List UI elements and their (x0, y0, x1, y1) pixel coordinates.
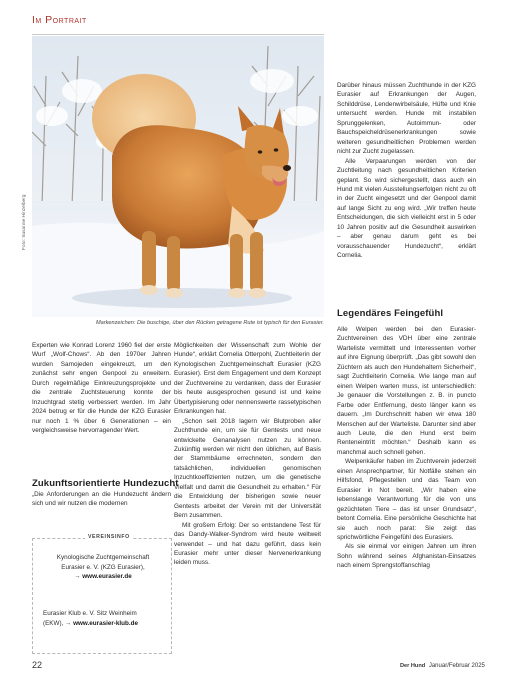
paragraph: „Die Anforderungen an die Hundezucht ändern sich und wir nutzen die modernen (32, 491, 171, 508)
club-name-line: (EKW), (43, 619, 64, 627)
club-ekw-link[interactable]: www.eurasier-klub.de (73, 619, 138, 627)
magazine-brand: Der Hund (400, 663, 426, 669)
dog-in-snow-illustration (32, 36, 324, 317)
photo-credit: Foto: Susanne Hinzelberg (22, 194, 27, 250)
subheading-zukunft: Zukunftsorientierte Hundezucht (32, 478, 179, 489)
paragraph: Welpenkäufer haben im Zuchtverein jederzeit einen Ansprechpartner, für Notfälle stehen ein Hilfsfond, Pflegestellen und das Team von Eurasier in Not bereit. „Wir haben eine lebenslange Verantwortung für die von uns gezüchteten Tiere – das ist unser Grundsatz“, betont Cornelia. Eine persönliche Geschichte hat sie auch noch parat: Sie zeigt das sprichwörtliche Feingefühl des Eurasiers. (337, 458, 476, 541)
photo-caption: Markenzeichen: Die buschige, über den Rücken getragene Rute ist typisch für den Eurasier. (95, 320, 324, 326)
club-ekw-info (43, 609, 163, 628)
paragraph: „Schon seit 2018 lagern wir Blutproben aller Zuchthunde ein, um sie für Gentests und neue entwickelte Genanalysen nutzen zu können. Zukünftig werden wir nicht den üblichen, auf Basis der Stammbäume errechneten, sondern den tatsächlichen, individuellen genomischen Inzuchtkoeffizienten nutzen, um die genetische Vielfalt und damit die Gesundheit zu erhalten.“ Für die Entwicklung der bisherigen sowie neuer Gentests arbeitet der Verein mit der Universität Bern zusammen. (174, 417, 321, 520)
club-kzg-info (43, 553, 163, 582)
section-divider (32, 34, 324, 35)
club-name-line: Eurasier e. V. (KZG Eurasier), (61, 563, 145, 571)
info-box-label: VEREINSINFO (85, 534, 133, 540)
issue-footer (400, 663, 485, 669)
subheading-feingefuehl: Legendäres Feingefühl (337, 308, 444, 319)
club-link-line (43, 572, 163, 582)
right-column-bottom (337, 325, 476, 571)
club-kzg-link[interactable]: www.eurasier.de (82, 573, 132, 580)
paragraph: Als sie einmal vor einigen Jahren um ihren Sohn während seines Afghanistan-Einsatzes nach einem Sprengstoffanschlag (337, 543, 476, 570)
paragraph: Alle Welpen werden bei den Eurasier-Zuchtvereinen des VDH über eine zentrale Warteliste vermittelt und Interessenten vorher auf ihre Eignung überprüft. „Das gibt sowohl den Züchtern als auch den Hundehaltern Sicherheit“, sagt Zuchtleiterin Cornelia. Wie lange man auf einen Welpen warten muss, ist unterschiedlich: Je genauer die Vorstellungen z. B. in puncto Farbe oder Entfernung, desto länger kann es dauern. „Im Durchschnitt haben wir etwa 180 Menschen auf der Warteliste. Darunter sind aber auch Leute, die den Hund erst beim Renteneintritt möchten.“ Deshalb kann es manchmal auch schnell gehen. (337, 326, 476, 456)
paragraph: Experten wie Konrad Lorenz 1960 fiel der erste Wurf „Wolf-Chows“. Ab den 1970er Jahren wurden Samojeden eingekreuzt, um den zunächst sehr engen Genpool zu erweitern. Durch regelmäßige Einkreuzungsprojekte und die zentrale Zuchtsteuerung konnte der Inzuchtgrad stetig verbessert werden. Im Jahr 2024 betrug er für die Hunde der KZG Eurasier nur noch 1 % über 6 Generationen – ein vergleichsweise hervorragender Wert. (32, 342, 171, 435)
club-name-line: Kynologische Zuchtgemeinschaft (56, 554, 150, 561)
club-info-box (32, 534, 172, 654)
paragraph: Darüber hinaus müssen Zuchthunde in der KZG Eurasier auf Erkrankungen der Augen, Schilddrüse, Lendenwirbelsäule, Hüfte und Knie untersucht werden. Hunde mit instabilen Sprunggelenken, Autoimmun- oder Bauchspeicheldrüsenerkrankungen sowie weiteren gesundheitlichen Problemen werden nicht zur Zucht zugelassen. (337, 82, 476, 156)
middle-column (174, 341, 321, 568)
paragraph: Mit großem Erfolg: Der so entstandene Test für das Dandy-Walker-Syndrom wird heute weltweit verwendet – und hat dazu geführt, dass kein Eurasier mehr unter dieser Nervenerkrankung leiden muss. (174, 521, 321, 567)
left-column-intro (32, 341, 171, 436)
club-name-line: Eurasier Klub e. V. Sitz Weinheim (43, 610, 137, 617)
paragraph: Alle Verpaarungen werden von der Zuchtleitung nach gesundheitlichen Kriterien geplant. So wird sichergestellt, dass auch ein Hund mit vielen Ausstellungserfolgen nicht zu oft in der Zucht eingesetzt und der Genpool damit auf lange Sicht zu eng wird. „Wir treffen heute Entscheidungen, die sich vielleicht erst in 5 oder 10 Jahren positiv auf die Gesundheit auswirken – aber genau darum geht es bei vorausschauender Hundezucht“, erklärt Cornelia. (337, 157, 476, 260)
section-title: Im Portrait (32, 14, 87, 26)
right-column-top (337, 81, 476, 261)
eurasier-photo (32, 36, 324, 317)
club-link-line (43, 619, 163, 629)
issue-date: Januar/Februar 2025 (428, 663, 485, 669)
page-number: 22 (32, 660, 43, 670)
left-column-continued (32, 490, 171, 509)
arrow-right-icon: → (74, 573, 81, 580)
paragraph: Möglichkeiten der Wissenschaft zum Wohle der Hunde“, erklärt Cornelia Otterpohl, Zuchtleiterin der Kynologischen Zuchtgemeinschaft Eurasier (KZG Eurasier). Erst dem Engagement und dem Konzept der Zuchtvereine zu verdanken, dass der Eurasier bis heute ausgesprochen gesund ist und keine Übertypisierung oder nennenswerte rassetypischen Erkrankungen hat. (174, 342, 321, 416)
arrow-right-icon: → (65, 619, 72, 627)
